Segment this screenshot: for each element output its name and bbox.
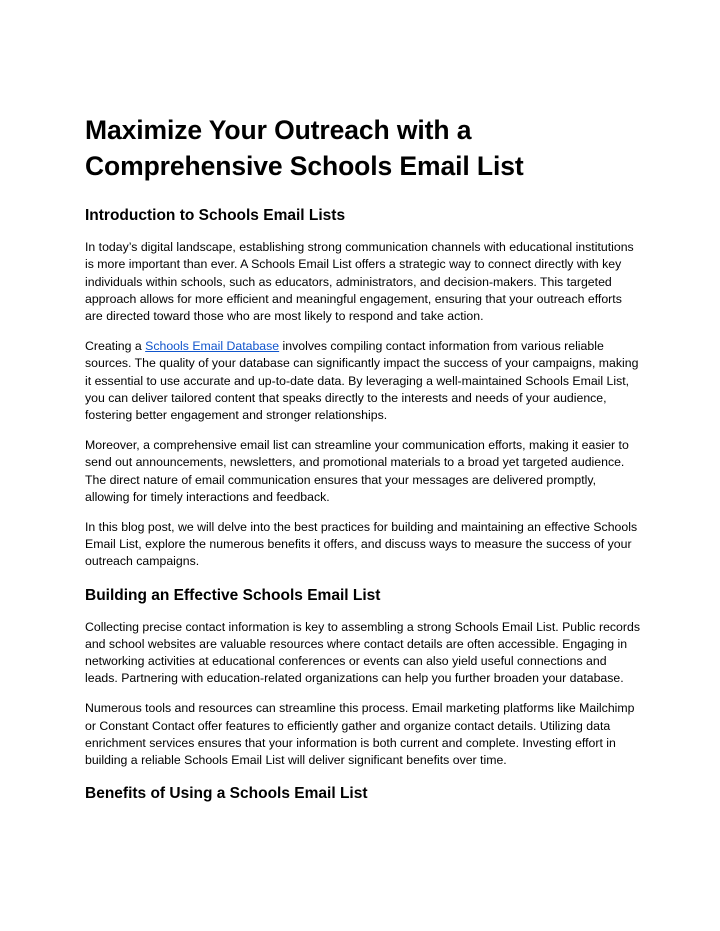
paragraph: Numerous tools and resources can streamline this process. Email marketing platforms like Mailchimp or Constant Contact offer features to efficiently gather and organize contact details. Utilizing data enrichment services ensures that your information is both current and complete. Investing effort in building a reliable Schools Email List will deliver significant benefits over time. (85, 701, 635, 768)
paragraph: Moreover, a comprehensive email list can streamline your communication efforts, making it easier to send out announcements, newsletters, and promotional materials to a broad yet targeted audience. The direct nature of email communication ensures that your messages are delivered promptly, allowing for timely interactions and feedback. (85, 437, 629, 504)
paragraph-with-link (85, 338, 640, 424)
paragraph: In this blog post, we will delve into the best practices for building and maintaining an effective Schools Email List, explore the numerous benefits it offers, and discuss ways to measure the success of your outreach campaigns. (85, 519, 638, 569)
section-benefits (85, 783, 640, 805)
section-heading: Introduction to Schools Email Lists (85, 207, 346, 224)
paragraph-text: Creating a (85, 338, 146, 353)
paragraph: In today’s digital landscape, establishing strong communication channels with educational institutions is more important than ever. A Schools Email List offers a strategic way to connect directly with key individuals within schools, such as educators, administrators, and decision-makers. This targeted approach allows for more efficient and meaningful engagement, ensuring that your outreach efforts are directed toward those who are most likely to respond and take action. (85, 240, 634, 324)
section-heading: Benefits of Using a Schools Email List (85, 785, 368, 803)
section-introduction (85, 205, 640, 571)
page-title: Maximize Your Outreach with a Comprehensive Schools Email List (85, 115, 524, 181)
section-building (85, 585, 640, 770)
paragraph-text: involves compiling contact information from various reliable sources. The quality of your database can significantly impact the success of your campaigns, making it essential to use accurate and up-to-date data. By leveraging a well-maintained Schools Email List, you can deliver tailored content that speaks directly to the interests and needs of your audience, fostering better engagement and stronger relationships. (85, 338, 639, 423)
paragraph: Collecting precise contact information is key to assembling a strong Schools Email List. Public records and school websites are valuable resources where contact details are often accessible. Engaging in networking activities at educational conferences or events can also yield useful connections and leads. Partnering with education-related organizations can help you further broaden your database. (85, 619, 640, 686)
document-page (85, 112, 640, 817)
section-heading: Building an Effective Schools Email List (85, 586, 381, 604)
schools-email-database-link[interactable]: Schools Email Database (145, 338, 280, 353)
